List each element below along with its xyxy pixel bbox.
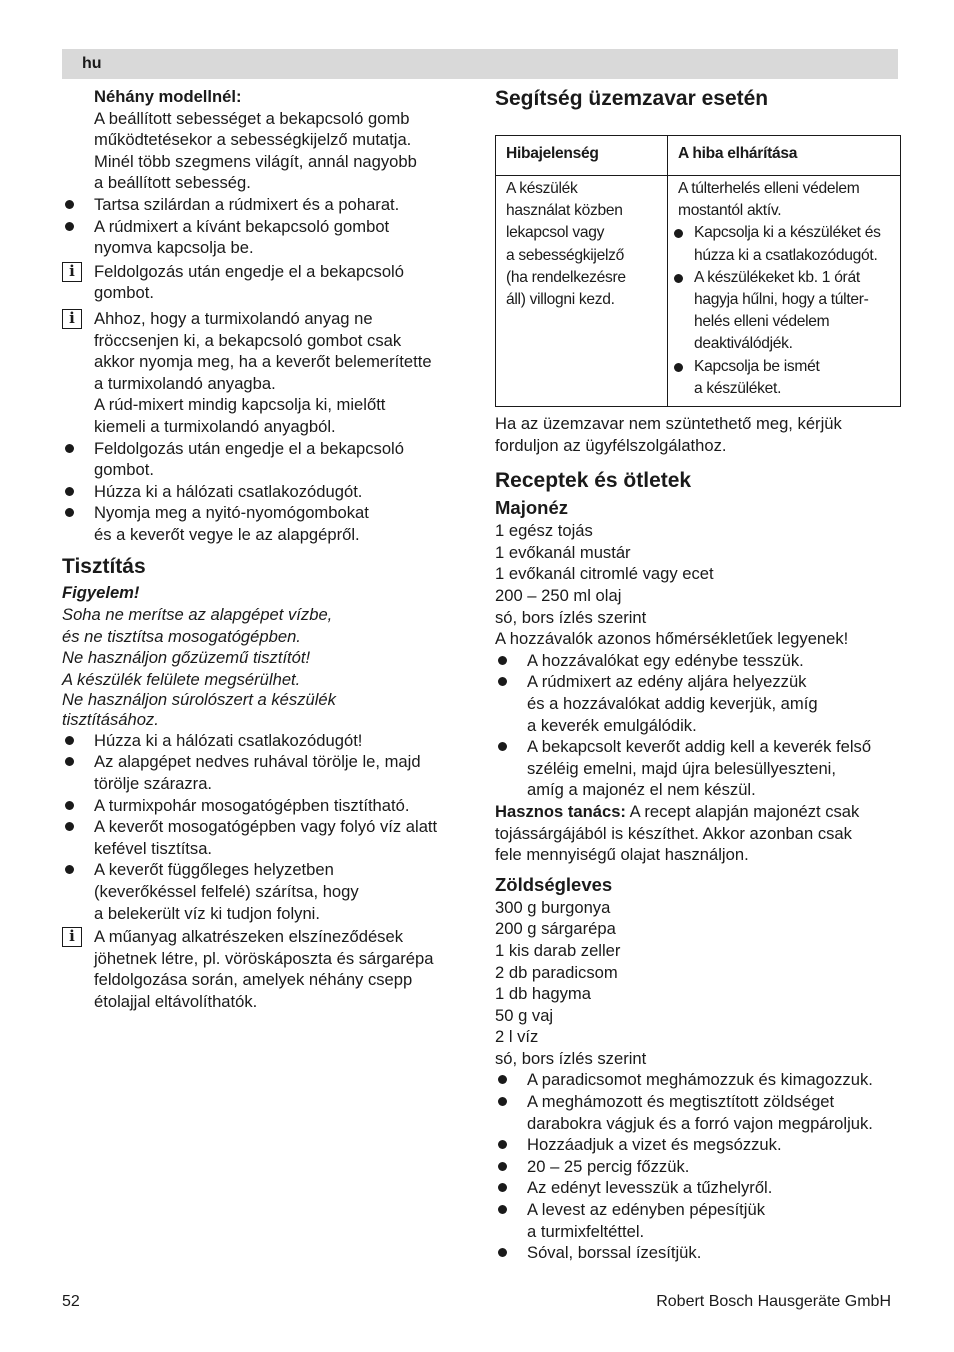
recipes-heading: Receptek és ötletek [495,469,692,493]
list-item [495,736,899,801]
soup-ingredients [495,897,899,1070]
text-line: tisztításához. [62,709,159,729]
text-line: jöhetnek létre, pl. vöröskáposzta és sárgarépa [94,948,434,968]
list-item [495,1091,899,1134]
list-item [495,1069,899,1091]
text-line: A turmixpohár mosogatógépben tisztítható. [94,795,410,815]
table-row [496,176,901,407]
text-line: Soha ne merítse az alapgépet vízbe, [62,605,333,625]
text-line: Húzza ki a hálózati csatlakozódugót. [94,481,363,501]
text-line: fröccsenjen ki, a bekapcsoló gombot csak [94,330,402,350]
cleaning-heading: Tisztítás [62,555,146,579]
tip-first-line: A recept alapján majonézt csak [625,801,860,821]
list-item [62,438,464,481]
mayo-steps [495,650,899,801]
info-note-text [94,261,464,304]
text-line: A rúdmixert az edény aljára helyezzük [527,672,807,692]
text-line: kiemeli a turmixolandó anyagból. [94,416,336,436]
text-line: A beállított sebességet a bekapcsoló gomb [94,108,410,128]
text-line: Az edényt levesszük a tűzhelyről. [527,1178,773,1198]
text-line: 1 evőkanál citromlé vagy ecet [495,564,714,584]
intro-label: Néhány modellnél: [94,87,242,106]
text-line: a keverék emulgálódik. [527,715,697,735]
text-line: Feldolgozás után engedje el a bekapcsoló [94,438,404,458]
text-line: 20 – 25 percig főzzük. [527,1156,690,1176]
text-line: A keverőt mosogatógépben vagy folyó víz alatt [94,817,438,837]
text-line: Húzza ki a hálózati csatlakozódugót! [94,730,363,750]
text-line: a turmixolandó anyagba. [94,373,276,393]
text-line: nyomva kapcsolja be. [94,238,254,258]
text-line: darabokra vágjuk és a forró vajon megpároljuk. [527,1113,873,1133]
text-line: forduljon az ügyfélszolgálathoz. [495,435,727,455]
text-line: a turmixfeltéttel. [527,1221,645,1241]
text-line: 50 g vaj [495,1005,554,1025]
tip-text [495,823,899,866]
text-line: mostantól aktív. [678,202,782,220]
text-line: a sebességkijelző [506,246,624,264]
list-item [62,730,464,752]
text-line: A készülék felülete megsérülhet. [62,669,301,689]
text-line: Ne használjon súrolószert a készülék [62,689,336,709]
text-line: és a hozzávalókat addig keverjük, amíg [527,693,818,713]
info-note-splash [62,308,464,438]
text-line: áll) villogni kezd. [506,291,615,309]
table-header-row [496,136,901,176]
text-line: lekapcsol vagy [506,224,605,242]
text-line: (keverőkéssel felfelé) szárítsa, hogy [94,882,359,901]
text-line: A hozzávalók azonos hőmérsékletűek legyenek! [495,629,849,649]
soup-heading: Zöldségleves [495,873,613,895]
info-note-release [62,261,464,304]
text-line: széléig emelni, majd újra belesüllyeszteni, [527,758,836,778]
text-line: Minél több szegmens világít, annál nagyobb [94,151,417,171]
list-item [495,1134,899,1156]
text-line: A készülék [506,180,578,197]
text-line: 1 evőkanál mustár [495,542,631,562]
text-line: gombot. [94,283,154,303]
table-header-remedy: A hiba elhárítása [668,136,901,176]
text-line: 2 l víz [495,1027,539,1047]
remedy-bullets [678,222,900,400]
cleaning-bullets [62,730,464,924]
tip-paragraph [495,801,899,823]
page-number: 52 [62,1293,80,1310]
text-line: törölje szárazra. [94,774,213,794]
list-item [678,222,900,266]
text-line: működtetésekor a sebességkijelző mutatja. [94,130,412,150]
info-icon: i [62,309,82,329]
table-header-symptom: Hibajelenség [496,136,668,176]
text-line: 300 g burgonya [495,897,611,917]
list-item [495,671,899,736]
text-line: A rúdmixert a kívánt bekapcsoló gombot [94,216,390,236]
text-line: a beállított sebesség. [94,173,251,193]
text-line: fele mennyiségű olajat használjon. [495,845,749,865]
text-line: használat közben [506,202,623,220]
troubleshooting-heading: Segítség üzemzavar esetén [495,87,769,110]
text-line: Nyomja meg a nyitó-nyomógombokat [94,503,369,523]
text-line: és ne tisztítsa mosogatógépben. [62,626,301,646]
text-line: A műanyag alkatrészeken elszíneződések [94,927,404,947]
text-line: deaktiválódjék. [694,335,793,353]
tip-label: Hasznos tanács: [495,801,626,821]
text-line: Kapcsolja be ismét [694,357,820,375]
text-line: A paradicsomot meghámozzuk és kimagozzuk. [527,1070,873,1090]
text-line: Feldolgozás után engedje el a bekapcsoló [94,261,404,281]
troubleshooting-note [495,413,899,456]
list-item [495,1177,899,1199]
finish-bullets [62,438,464,546]
left-column [62,86,464,1013]
text-line: 2 db paradicsom [495,962,618,982]
text-line: Kapcsolja ki a készüléket és [694,224,881,242]
text-line: Az alapgépet nedves ruhával törölje le, majd [94,752,421,772]
text-line: (ha rendelkezésre [506,268,626,286]
text-line: A túlterhelés elleni védelem [678,180,860,197]
table-cell-remedy [668,176,901,407]
text-line: Hozzáadjuk a vizet és megsózzuk. [527,1135,782,1155]
text-line: 1 db hagyma [495,984,591,1004]
info-note-text [94,308,464,438]
info-note-discoloration [62,926,464,1012]
list-item [678,267,900,356]
footer-company: Robert Bosch Hausgeräte GmbH [656,1293,891,1310]
list-item [495,1199,899,1242]
text-line: tojássárgájából is készíthet. Akkor azonban csak [495,823,852,843]
text-line: Ne használjon gőzüzemű tisztítót! [62,648,311,668]
list-item [62,859,464,924]
info-note-text [94,926,464,1012]
text-line: Ahhoz, hogy a turmixolandó anyag ne [94,308,373,328]
language-bar [62,49,898,79]
warning-text-1 [62,604,464,669]
usage-bullets [62,194,464,259]
text-line: húzza ki a csatlakozódugót. [694,246,878,264]
language-code: hu [82,55,102,72]
list-item [62,216,464,259]
text-line: helés elleni védelem [694,313,830,331]
text-line: amíg a majonéz el nem készül. [527,780,756,800]
warning-title: Figyelem! [62,583,140,603]
text-line: hagyja hűlni, hogy a túlter- [694,291,869,309]
list-item [62,751,464,794]
text-line: só, bors ízlés szerint [495,1048,647,1068]
remedy-intro [678,178,900,222]
text-line: A keverőt függőleges helyzetben [94,860,334,880]
text-line: kefével tisztítsa. [94,838,213,858]
text-line: a belekerült víz ki tudjon folyni. [94,903,320,923]
intro-text [62,108,464,194]
text-line: feldolgozása során, amelyek néhány csepp [94,970,413,990]
text-line: A levest az edényben pépesítjük [527,1200,766,1220]
info-icon: i [62,262,82,282]
text-line: Sóval, borssal ízesítjük. [527,1243,702,1263]
text-line: A készülékeket kb. 1 órát [694,268,860,286]
right-column [495,86,899,1264]
list-item [495,1242,899,1264]
text-line: A hozzávalókat egy edénybe tesszük. [527,650,804,670]
text-line: A meghámozott és megtisztított zöldséget [527,1092,835,1112]
list-item [62,816,464,859]
text-line: gombot. [94,460,154,480]
soup-steps [495,1069,899,1263]
troubleshooting-table [495,135,901,407]
mayo-ingredients [495,520,899,650]
text-line: Tartsa szilárdan a rúdmixert és a poharat. [94,194,400,214]
list-item [62,481,464,503]
list-item [62,795,464,817]
mayo-heading: Majonéz [495,497,568,519]
text-line: A rúd-mixert mindig kapcsolja ki, mielőtt [94,395,386,415]
text-line: 1 kis darab zeller [495,940,621,960]
text-line: só, bors ízlés szerint [495,607,647,627]
table-cell-symptom [496,176,668,407]
text-line: A bekapcsolt keverőt addig kell a keverék felső [527,737,872,757]
text-line: 1 egész tojás [495,521,593,541]
text-line: 200 g sárgarépa [495,919,616,939]
list-item [495,650,899,672]
text-line: Ha az üzemzavar nem szüntethető meg, kérjük [495,414,842,434]
list-item [495,1156,899,1178]
text-line: és a keverőt vegye le az alapgépről. [94,524,360,544]
text-line: akkor nyomja meg, ha a keverőt belemerítette [94,352,432,372]
text-line: 200 – 250 ml olaj [495,586,622,605]
list-item [62,502,464,545]
info-icon: i [62,927,82,947]
list-item [62,194,464,216]
list-item [678,356,900,400]
text-line: a készüléket. [694,379,782,397]
text-line: étolajjal eltávolíthatók. [94,991,258,1011]
warning-text-2 [62,670,464,730]
